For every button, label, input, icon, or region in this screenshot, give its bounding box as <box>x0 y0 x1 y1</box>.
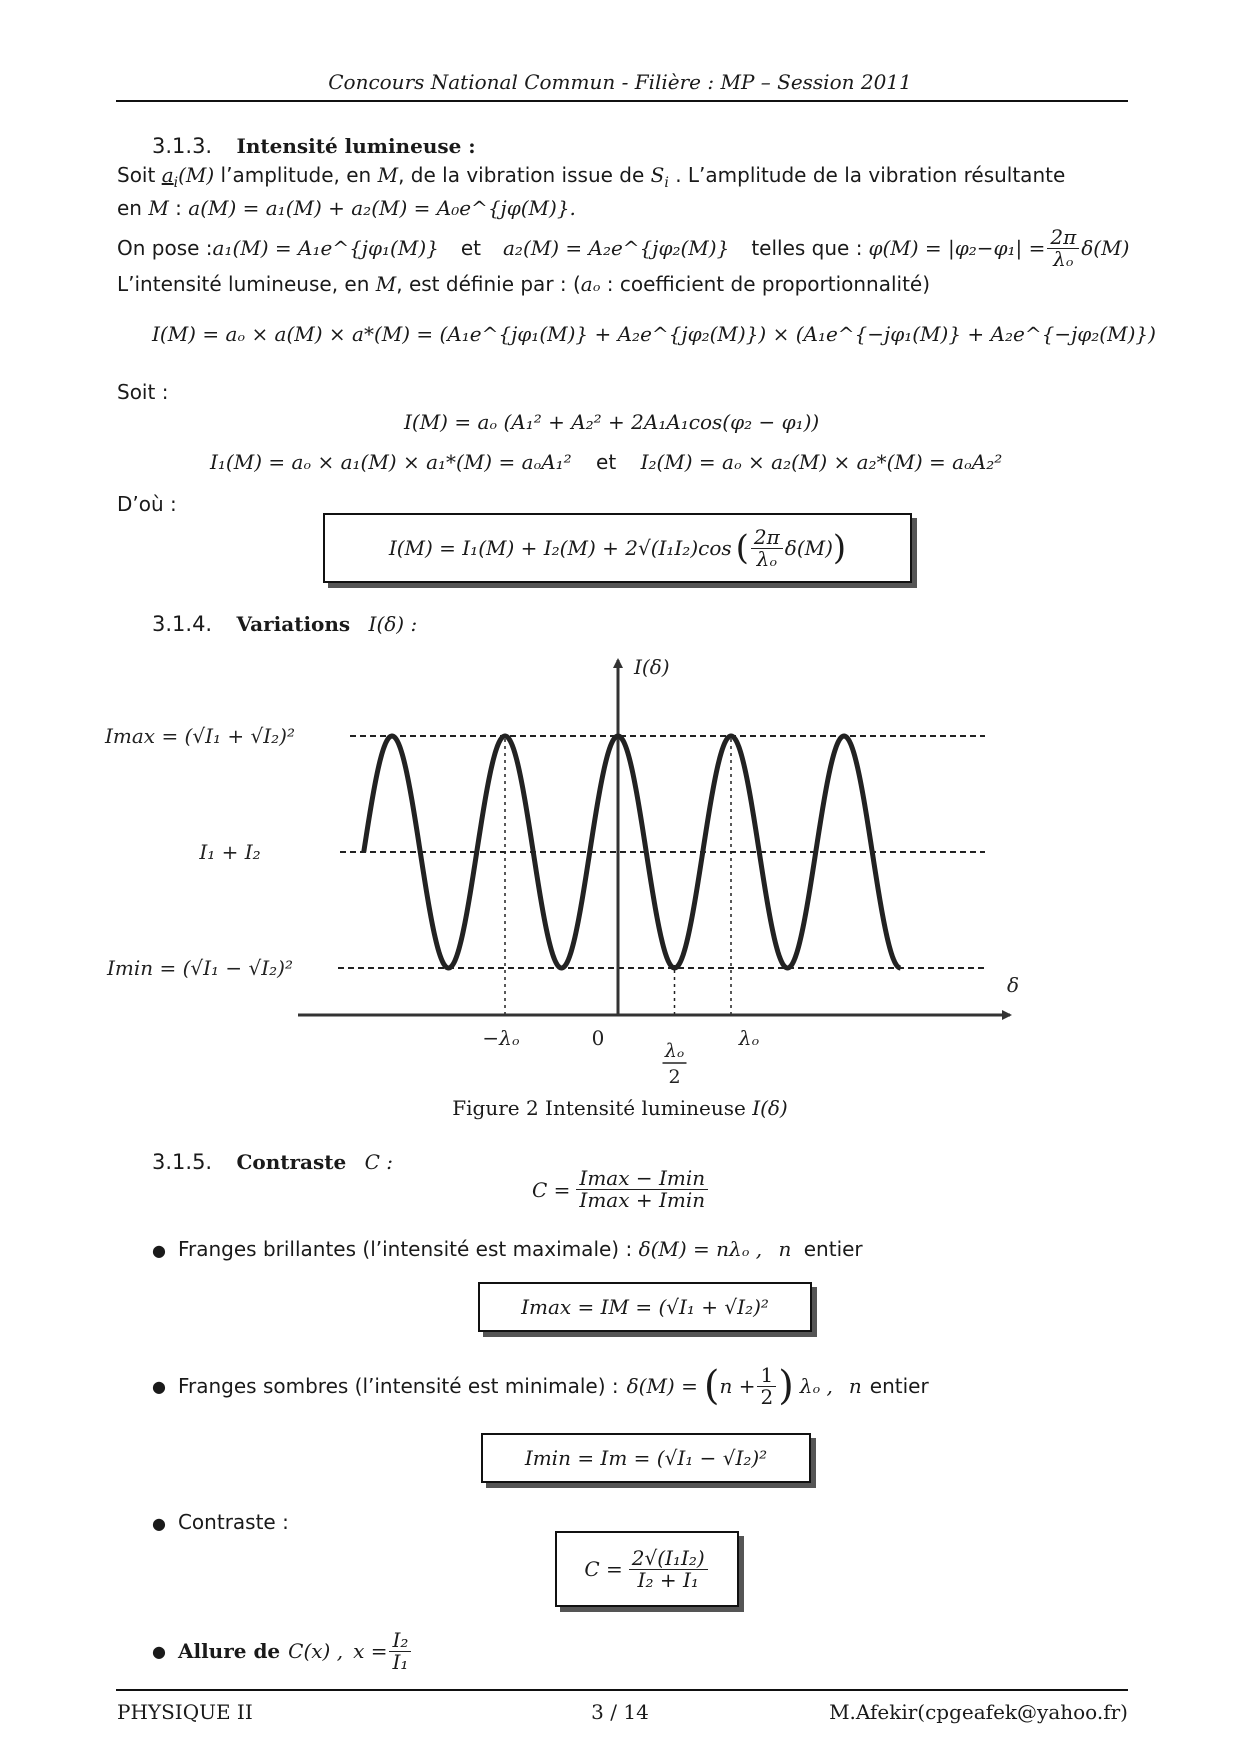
paragraph-line <box>117 196 576 220</box>
math: δ(M) = <box>626 1374 698 1398</box>
text: Franges brillantes (l’intensité est maximale) : <box>177 1237 639 1261</box>
equation: I₁(M) = aₒ × a₁(M) × a₁*(M) = aₒA₁² <box>210 450 572 474</box>
footer-left: PHYSIQUE II <box>117 1700 253 1724</box>
section-number: 3.1.3. <box>152 134 213 158</box>
dou-label: D’où : <box>117 492 177 516</box>
math: (M) <box>178 163 215 187</box>
equation: I(M) = I₁(M) + I₂(M) + 2√(I₁I₂)cos <box>388 536 732 560</box>
equation: I₂(M) = aₒ × a₂(M) × a₂*(M) = aₒA₂² <box>640 450 1003 474</box>
x-tick-label: λₒ <box>664 1040 685 1062</box>
result-box-contrast <box>555 1531 739 1607</box>
bullet-contrast <box>152 1510 289 1534</box>
paren: ) <box>832 528 847 568</box>
math: aₒ <box>580 272 601 296</box>
x-tick-label: −λₒ <box>482 1026 520 1050</box>
bullet-bright-fringes <box>152 1237 863 1261</box>
section-3-1-5-heading <box>152 1150 393 1174</box>
denominator: λₒ <box>756 546 778 571</box>
section-title-math: I(δ) : <box>368 612 418 636</box>
equation-intensity-product: I(M) = aₒ × a(M) × a*(M) = (A₁e^{jφ₁(M)} + A₂e^{jφ₂(M)}) × (A₁e^{−jφ₁(M)} + A₂e^{−jφ₂(M)}) <box>152 322 1156 346</box>
math: M <box>377 163 399 187</box>
text: , est définie par : ( <box>396 272 581 296</box>
math: M <box>375 272 397 296</box>
caption-math: I(δ) <box>752 1096 788 1120</box>
math: M <box>148 196 169 220</box>
math: S <box>650 163 665 187</box>
footer-page-number: 3 / 14 <box>591 1700 649 1724</box>
denominator: Imax + Imin <box>579 1188 706 1212</box>
fraction <box>751 524 783 571</box>
section-title: Variations <box>236 612 351 636</box>
text: L’intensité lumineuse, en <box>117 272 376 296</box>
section-title: Intensité lumineuse : <box>236 134 476 158</box>
math: C(x) , <box>288 1639 344 1663</box>
page-header: Concours National Commun - Filière : MP – Session 2011 <box>328 70 912 94</box>
section-title-math: C : <box>364 1150 393 1174</box>
fraction <box>629 1545 708 1592</box>
soit-label: Soit : <box>117 380 169 404</box>
math: i <box>173 175 179 191</box>
paragraph-line <box>117 222 1129 274</box>
equation: a(M) = a₁(M) + a₂(M) = A₀e^{jφ(M)}. <box>188 196 576 220</box>
text: en <box>117 196 149 220</box>
math: δ(M) = nλₒ , <box>638 1237 763 1261</box>
bullet-allure <box>152 1622 413 1680</box>
x-axis-label: δ <box>1007 973 1020 997</box>
level-label: I₁ + I₂ <box>199 840 261 864</box>
equation-intensities-separate <box>210 450 1002 474</box>
equation: a₂(M) = A₂e^{jφ₂(M)} <box>503 236 730 260</box>
equation: C = <box>584 1557 623 1581</box>
caption-text: Figure 2 Intensité lumineuse <box>452 1096 753 1120</box>
numerator: Imax − Imin <box>576 1168 708 1190</box>
text: : <box>168 196 189 220</box>
math: x = <box>353 1639 388 1663</box>
result-box-imax <box>478 1282 812 1332</box>
section-number: 3.1.4. <box>152 612 213 636</box>
level-label: Imin = (√I₁ − √I₂)² <box>106 956 294 980</box>
bullet-icon: ● <box>152 1641 166 1661</box>
numerator: 2π <box>751 527 783 549</box>
intensity-chart <box>0 640 1240 1100</box>
bullet-icon: ● <box>152 1376 166 1396</box>
text: telles que : <box>751 236 863 260</box>
text: Contraste : <box>177 1510 289 1534</box>
text: entier <box>803 1237 863 1261</box>
text: , de la vibration issue de <box>398 163 651 187</box>
text: Allure de <box>177 1639 281 1663</box>
result-box-intensity <box>323 513 912 583</box>
denominator: I₂ + I₁ <box>637 1567 699 1592</box>
y-axis-label: I(δ) <box>634 655 670 679</box>
footer-rule <box>116 1689 1128 1691</box>
text: Soit <box>117 163 162 187</box>
x-tick-label: λₒ <box>738 1026 760 1050</box>
numerator: 2√(I₁I₂) <box>629 1548 708 1570</box>
equation: δ(M) <box>1081 236 1130 260</box>
x-tick-label: 0 <box>591 1026 605 1050</box>
contrast-definition <box>532 1168 710 1211</box>
fraction <box>757 1362 776 1409</box>
denominator: I₁ <box>392 1649 409 1674</box>
result-box-imin <box>481 1433 811 1483</box>
section-3-1-3-heading <box>152 134 476 158</box>
section-title: Contraste <box>236 1150 347 1174</box>
bullet-icon: ● <box>152 1241 166 1260</box>
paren: ( <box>703 1363 720 1409</box>
equation: Imin = Im = (√I₁ − √I₂)² <box>524 1446 768 1470</box>
header-rule <box>116 100 1128 102</box>
paragraph-line <box>117 272 930 296</box>
footer-right: M.Afekir(cpgeafek@yahoo.fr) <box>829 1700 1128 1724</box>
text: : coefficient de proportionnalité) <box>600 272 931 296</box>
bullet-dark-fringes <box>152 1356 929 1416</box>
numerator: 2π <box>1047 227 1079 249</box>
equation: φ(M) = |φ₂−φ₁| = <box>868 236 1046 260</box>
bullet-icon: ● <box>152 1514 166 1533</box>
text: et <box>596 450 617 474</box>
text: . L’amplitude de la vibration résultante <box>668 163 1066 187</box>
math: n + <box>719 1374 756 1398</box>
fraction <box>576 1168 708 1211</box>
math: n <box>778 1237 792 1261</box>
denominator: λₒ <box>1053 246 1074 271</box>
fraction <box>389 1627 411 1674</box>
text: entier <box>869 1374 929 1398</box>
equation: a₁(M) = A₁e^{jφ₁(M)} <box>212 236 439 260</box>
figure-caption <box>0 1096 1240 1120</box>
math: i <box>664 175 669 191</box>
text: On pose : <box>117 236 213 260</box>
equation: δ(M) <box>784 536 833 560</box>
section-number: 3.1.5. <box>152 1150 213 1174</box>
text: et <box>460 236 481 260</box>
fraction <box>1047 224 1079 271</box>
section-3-1-4-heading <box>152 612 417 636</box>
paren: ) <box>778 1363 794 1409</box>
math: n <box>848 1374 862 1398</box>
equation: Imax = IM = (√I₁ + √I₂)² <box>521 1295 769 1319</box>
level-label: Imax = (√I₁ + √I₂)² <box>105 724 295 748</box>
text: Franges sombres (l’intensité est minimale) : <box>177 1374 619 1398</box>
denominator: 2 <box>760 1384 774 1409</box>
equation-intensity-expanded: I(M) = aₒ (A₁² + A₂² + 2A₁A₁cos(φ₂ − φ₁)) <box>404 410 820 434</box>
math: λₒ , <box>799 1374 833 1398</box>
text: l’amplitude, en <box>214 163 378 187</box>
math: a <box>161 163 174 187</box>
equation: C = <box>532 1177 571 1202</box>
x-tick-label: 2 <box>668 1066 681 1088</box>
numerator: 1 <box>757 1365 776 1387</box>
paragraph-line <box>117 163 1065 191</box>
numerator: I₂ <box>389 1630 411 1652</box>
paren: ( <box>735 528 749 568</box>
